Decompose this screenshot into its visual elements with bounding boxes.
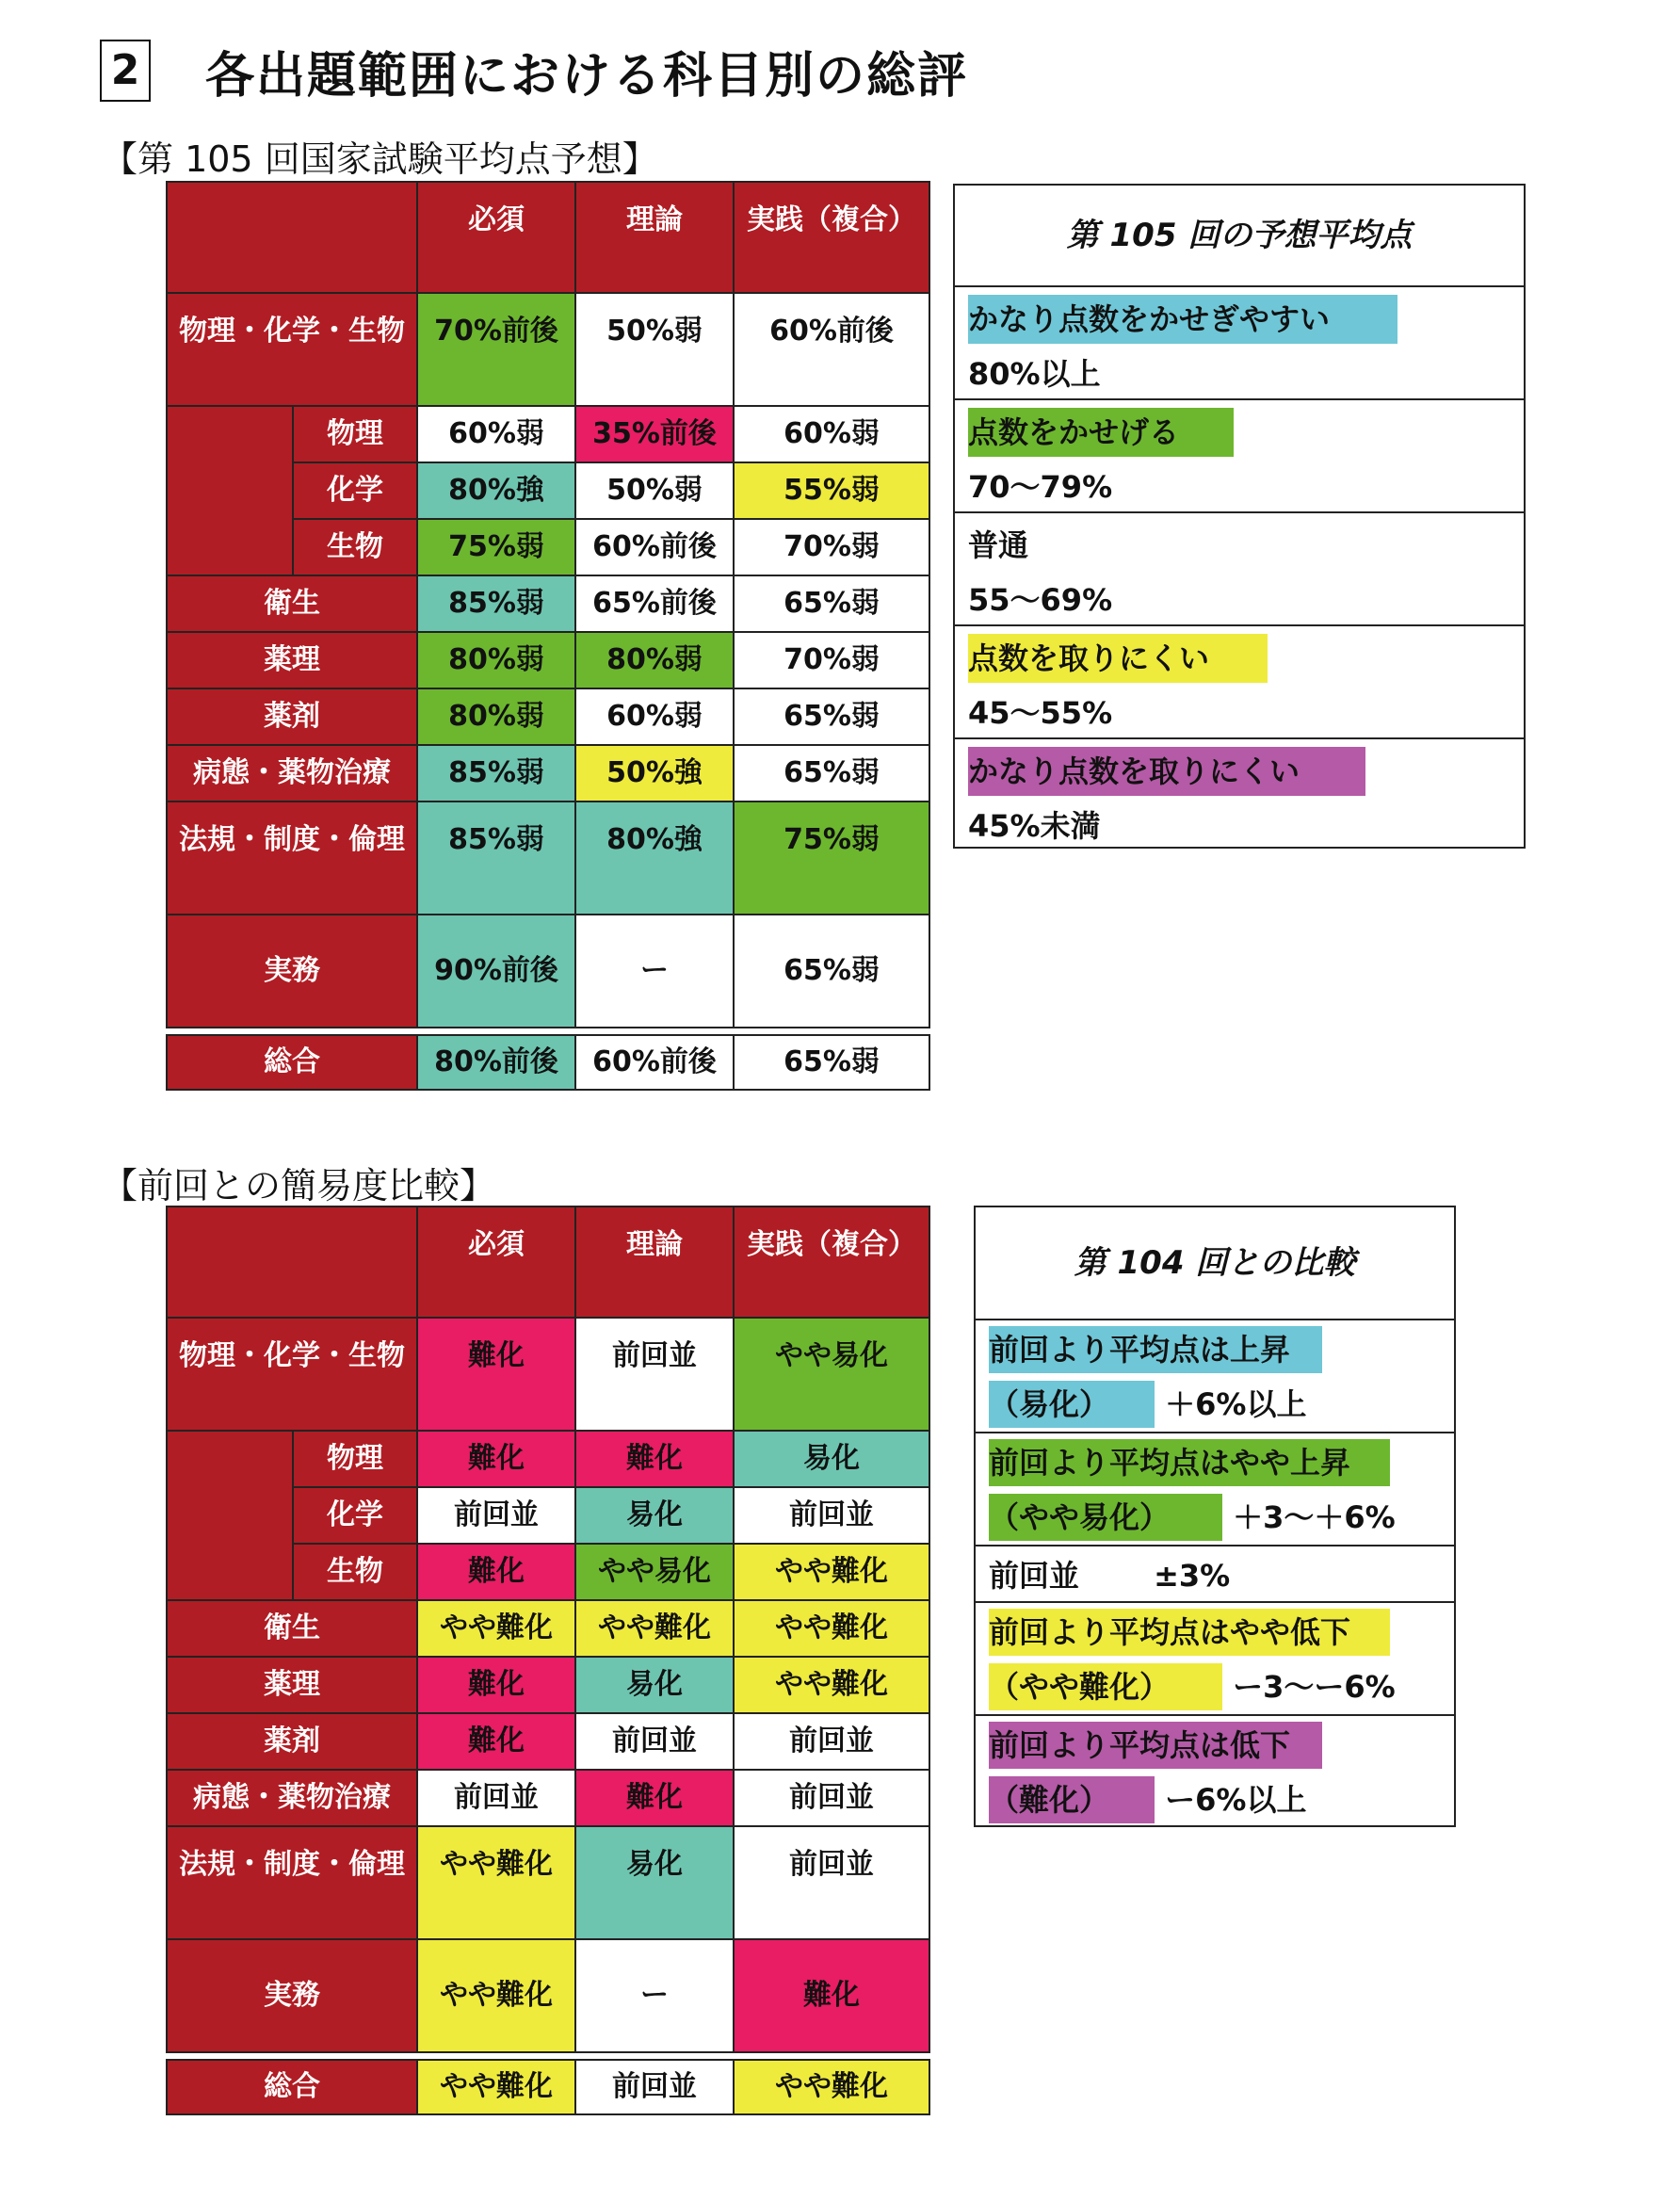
table-cell: 80%前後 bbox=[417, 1035, 575, 1090]
table-cell: 75%弱 bbox=[417, 519, 575, 575]
table-cell: 難化 bbox=[417, 1318, 575, 1431]
legend-range: 70〜79% bbox=[968, 469, 1113, 505]
row-name: 実務 bbox=[167, 1939, 417, 2052]
legend-range: 45〜55% bbox=[968, 695, 1113, 731]
row-name: 生物 bbox=[293, 1544, 417, 1600]
legend-delta: ー6%以上 bbox=[1165, 1782, 1307, 1818]
table-cell: 前回並 bbox=[575, 2060, 734, 2114]
table-cell: 70%前後 bbox=[417, 293, 575, 406]
table-cell: 易化 bbox=[575, 1826, 734, 1939]
header-blank bbox=[167, 1206, 417, 1318]
legend-item bbox=[976, 1320, 1454, 1433]
legend-label: 前回並 bbox=[989, 1558, 1080, 1594]
table-cell: 65%弱 bbox=[734, 688, 929, 745]
table2-label: 【前回との簡易度比較】 bbox=[102, 1165, 496, 1206]
subgroup-spacer bbox=[167, 1431, 293, 1600]
header-blank bbox=[167, 182, 417, 293]
legend-detail bbox=[989, 1381, 1441, 1428]
legend-label: 前回より平均点はやや上昇 bbox=[989, 1439, 1390, 1486]
legend-label: 前回より平均点は上昇 bbox=[989, 1326, 1322, 1373]
row-name: 化学 bbox=[293, 462, 417, 519]
row-name: 薬理 bbox=[167, 1657, 417, 1713]
header-hissu: 必須 bbox=[417, 1206, 575, 1318]
table-cell: 前回並 bbox=[734, 1487, 929, 1544]
table-cell: 60%前後 bbox=[575, 1035, 734, 1090]
legend-detail bbox=[989, 1494, 1441, 1541]
legend-label: 前回より平均点はやや低下 bbox=[989, 1609, 1390, 1656]
table-cell: 80%弱 bbox=[575, 632, 734, 688]
comparison-table bbox=[166, 1206, 930, 2115]
row-name: 衛生 bbox=[167, 575, 417, 632]
table-cell: 70%弱 bbox=[734, 632, 929, 688]
legend-detail bbox=[989, 1663, 1441, 1710]
table-cell: 難化 bbox=[417, 1657, 575, 1713]
page-title: 各出題範囲における科目別の総評 bbox=[205, 48, 969, 105]
legend-label: かなり点数をかせぎやすい bbox=[968, 295, 1397, 344]
legend-delta: ＋3〜＋6% bbox=[1233, 1499, 1396, 1535]
table-cell: 60%前後 bbox=[734, 293, 929, 406]
legend-comparison bbox=[974, 1206, 1456, 1827]
forecast-table bbox=[166, 181, 930, 1091]
table-cell: 前回並 bbox=[575, 1713, 734, 1770]
table1-label: 【第 105 回国家試験平均点予想】 bbox=[102, 138, 658, 180]
table-cell: 難化 bbox=[417, 1713, 575, 1770]
table-cell: 易化 bbox=[575, 1487, 734, 1544]
table-cell: 前回並 bbox=[575, 1318, 734, 1431]
table-cell: やや難化 bbox=[734, 1657, 929, 1713]
table-cell: 50%強 bbox=[575, 745, 734, 802]
section-number-box: 2 bbox=[100, 40, 151, 102]
table-cell: やや難化 bbox=[417, 1826, 575, 1939]
table-cell: 難化 bbox=[417, 1431, 575, 1487]
row-gap bbox=[167, 2052, 929, 2060]
table-cell: 55%弱 bbox=[734, 462, 929, 519]
legend-delta: ±3% bbox=[1154, 1558, 1231, 1594]
header-hissu: 必須 bbox=[417, 182, 575, 293]
legend-item bbox=[955, 400, 1524, 513]
row-gap bbox=[167, 1028, 929, 1035]
row-name: 総合 bbox=[167, 1035, 417, 1090]
legend-item bbox=[955, 739, 1524, 852]
legend-tag: （やや難化） bbox=[989, 1663, 1222, 1710]
row-name: 物理 bbox=[293, 1431, 417, 1487]
legend-tag: （難化） bbox=[989, 1776, 1155, 1823]
table-cell: 前回並 bbox=[417, 1487, 575, 1544]
row-name: 化学 bbox=[293, 1487, 417, 1544]
legend-label: 普通 bbox=[968, 527, 1029, 563]
row-name: 法規・制度・倫理 bbox=[167, 802, 417, 915]
header-jissen: 実践（複合） bbox=[734, 1206, 929, 1318]
row-name: 物理・化学・生物 bbox=[167, 293, 417, 406]
table-cell: 難化 bbox=[417, 1544, 575, 1600]
table-cell: 65%弱 bbox=[734, 575, 929, 632]
row-name: 物理 bbox=[293, 406, 417, 462]
legend-item bbox=[955, 287, 1524, 400]
table-cell: 35%前後 bbox=[575, 406, 734, 462]
legend-range: 80%以上 bbox=[968, 356, 1101, 392]
legend-item bbox=[976, 1716, 1454, 1829]
table-cell: 65%弱 bbox=[734, 1035, 929, 1090]
legend-title: 第 104 回との比較 bbox=[976, 1207, 1454, 1320]
row-name: 病態・薬物治療 bbox=[167, 745, 417, 802]
table-cell: 難化 bbox=[575, 1431, 734, 1487]
legend-label: 点数を取りにくい bbox=[968, 634, 1268, 683]
table-cell: 60%弱 bbox=[575, 688, 734, 745]
row-name: 総合 bbox=[167, 2060, 417, 2114]
table-cell: 85%弱 bbox=[417, 802, 575, 915]
table-cell: 50%弱 bbox=[575, 462, 734, 519]
table-cell: 65%前後 bbox=[575, 575, 734, 632]
table-cell: ー bbox=[575, 915, 734, 1028]
legend-item bbox=[955, 513, 1524, 626]
table-cell: 60%弱 bbox=[417, 406, 575, 462]
legend-tag: （やや易化） bbox=[989, 1494, 1222, 1541]
legend-tag: （易化） bbox=[989, 1381, 1155, 1428]
table-cell: やや易化 bbox=[734, 1318, 929, 1431]
table-cell: やや難化 bbox=[734, 1544, 929, 1600]
legend-item bbox=[976, 1603, 1454, 1716]
legend-title: 第 105 回の予想平均点 bbox=[955, 186, 1524, 287]
table-cell: 85%弱 bbox=[417, 745, 575, 802]
legend-range: 55〜69% bbox=[968, 582, 1113, 618]
table-cell: 80%強 bbox=[575, 802, 734, 915]
row-name: 衛生 bbox=[167, 1600, 417, 1657]
legend-label: かなり点数を取りにくい bbox=[968, 747, 1365, 796]
row-name: 物理・化学・生物 bbox=[167, 1318, 417, 1431]
table-cell: 90%前後 bbox=[417, 915, 575, 1028]
legend-delta: ー3〜ー6% bbox=[1233, 1669, 1396, 1705]
table-cell: やや難化 bbox=[575, 1600, 734, 1657]
row-name: 法規・制度・倫理 bbox=[167, 1826, 417, 1939]
legend-delta: ＋6%以上 bbox=[1165, 1386, 1307, 1422]
table-cell: やや難化 bbox=[734, 1600, 929, 1657]
table-cell: 前回並 bbox=[417, 1770, 575, 1826]
legend-detail bbox=[989, 1776, 1441, 1823]
table-cell: やや難化 bbox=[417, 1939, 575, 2052]
legend-forecast bbox=[953, 184, 1526, 849]
table-cell: やや難化 bbox=[417, 1600, 575, 1657]
table-cell: 前回並 bbox=[734, 1713, 929, 1770]
table-cell: 難化 bbox=[734, 1939, 929, 2052]
row-name: 病態・薬物治療 bbox=[167, 1770, 417, 1826]
table-cell: やや難化 bbox=[417, 2060, 575, 2114]
legend-item bbox=[976, 1546, 1454, 1603]
table-cell: 85%弱 bbox=[417, 575, 575, 632]
table-cell: やや難化 bbox=[734, 2060, 929, 2114]
header-riron: 理論 bbox=[575, 1206, 734, 1318]
table-cell: 80%強 bbox=[417, 462, 575, 519]
table-cell: 60%前後 bbox=[575, 519, 734, 575]
table-cell: 70%弱 bbox=[734, 519, 929, 575]
subgroup-spacer bbox=[167, 406, 293, 575]
legend-label: 点数をかせげる bbox=[968, 408, 1234, 457]
table-cell: 80%弱 bbox=[417, 632, 575, 688]
table-cell: 65%弱 bbox=[734, 745, 929, 802]
table-cell: 65%弱 bbox=[734, 915, 929, 1028]
legend-item bbox=[955, 626, 1524, 739]
legend-range: 45%未満 bbox=[968, 808, 1101, 844]
table-cell: ー bbox=[575, 1939, 734, 2052]
row-name: 薬理 bbox=[167, 632, 417, 688]
table-cell: 75%弱 bbox=[734, 802, 929, 915]
table-cell: 難化 bbox=[575, 1770, 734, 1826]
table-cell: 前回並 bbox=[734, 1770, 929, 1826]
table-cell: 易化 bbox=[575, 1657, 734, 1713]
row-name: 実務 bbox=[167, 915, 417, 1028]
table-cell: 易化 bbox=[734, 1431, 929, 1487]
header-riron: 理論 bbox=[575, 182, 734, 293]
table-cell: やや易化 bbox=[575, 1544, 734, 1600]
table-cell: 80%弱 bbox=[417, 688, 575, 745]
table-cell: 前回並 bbox=[734, 1826, 929, 1939]
row-name: 生物 bbox=[293, 519, 417, 575]
row-name: 薬剤 bbox=[167, 1713, 417, 1770]
header-jissen: 実践（複合） bbox=[734, 182, 929, 293]
table-cell: 50%弱 bbox=[575, 293, 734, 406]
row-name: 薬剤 bbox=[167, 688, 417, 745]
legend-label: 前回より平均点は低下 bbox=[989, 1722, 1322, 1769]
legend-item bbox=[976, 1433, 1454, 1546]
table-cell: 60%弱 bbox=[734, 406, 929, 462]
